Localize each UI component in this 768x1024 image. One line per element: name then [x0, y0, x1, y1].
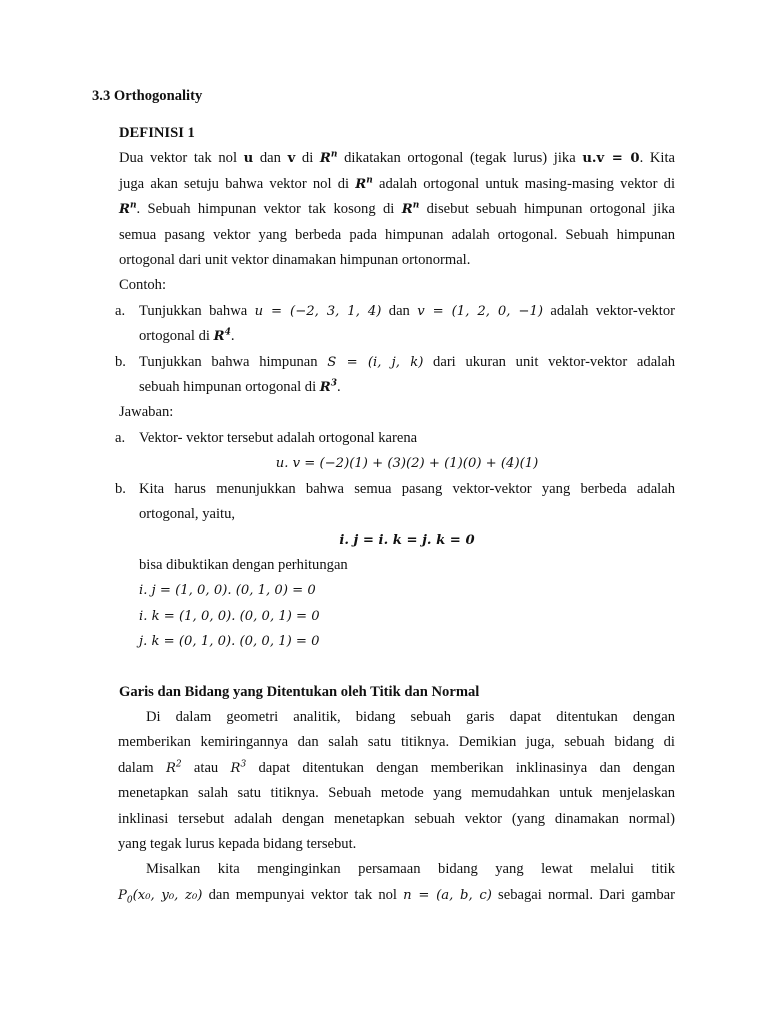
definition-line: semua pasang vektor yang berbeda pada himpunan adalah ortogonal. Sebuah himpunan	[119, 226, 675, 243]
definition-line: $R^n$. Sebuah himpunan vektor tak kosong di $R^n$ disebut sebuah himpunan ortogonal jika	[119, 200, 675, 218]
definition-line: juga akan setuju bahwa vektor nol di $R^n$ adalah ortogonal untuk masing-masing vektor di	[119, 175, 675, 192]
equation: i. j = i. k = j. k = 0	[339, 532, 475, 548]
paragraph: Di dalam geometri analitik, bidang sebuah garis dapat ditentukan dengan memberikan kemiringannya dan salah satu titiknya. Demikian juga, sebuah bidang di dalam $R^2$ atau $R^3$ dapat ditentukan dengan memberikan inklinasinya dan dengan menetapkan salah satu titiknya. Sebuah metode yang memudahkan untuk menjelaskan inklinasi tersebut adalah dengan menetapkan sebuah vektor (yang dinamakan normal) yang tegak lurus kepada bidang tersebut.	[118, 708, 675, 852]
jawaban-item-b: b. Kita harus menunjukkan bahwa semua pasang vektor-vektor yang berbeda adalah ortogonal, yaitu, i. j = i. k = j. k = 0 bisa dibuktikan dengan perhitungan i. j = (1, 0, 0). (0, 1, 0) = 0 i. k = (1, 0, 0). (0, 0, 1) = 0 j. k = (0, 1, 0). (0, 0, 1) = 0	[119, 477, 675, 655]
calculation-line: i. k = (1, 0, 0). (0, 0, 1) = 0	[139, 608, 320, 624]
calculation-line: j. k = (0, 1, 0). (0, 0, 1) = 0	[139, 634, 320, 650]
definition-line: Dua vektor tak nol u dan v di $R^n$ dikatakan ortogonal (tegak lurus) jika u.v = 0. Kita	[119, 150, 675, 167]
contoh-label: Contoh:	[119, 277, 167, 294]
paragraph: Misalkan kita menginginkan persamaan bidang yang lewat melalui titik $P_0(x_0$, y₀, z₀) dan mempunyai vektor tak nol n = (a, b, c) sebagai normal. Dari gambar	[118, 861, 675, 906]
jawaban-item-a: a. Vektor- vektor tersebut adalah ortogonal karena u. v = (−2)(1) + (3)(2) + (1)(0) + (4)(1)	[119, 426, 675, 477]
contoh-item-b: b. Tunjukkan bahwa himpunan S = (i, j, k) dari ukuran unit vektor-vektor adalah sebuah himpunan ortogonal di $R^3$.	[115, 353, 675, 396]
subsection-title: Garis dan Bidang yang Ditentukan oleh Titik dan Normal	[119, 683, 480, 700]
definition-line: ortogonal dari unit vektor dinamakan himpunan ortonormal.	[119, 252, 471, 269]
jawaban-label: Jawaban:	[119, 404, 174, 421]
contoh-item-a: a. Tunjukkan bahwa u = (−2, 3, 1, 4) dan v = (1, 2, 0, −1) adalah vektor-vektor ortogonal di $R^4$.	[115, 302, 676, 345]
document-body	[115, 121, 676, 908]
calculation-line: i. j = (1, 0, 0). (0, 1, 0) = 0	[139, 583, 316, 599]
section-title: 3.3 Orthogonality	[92, 88, 203, 104]
definition-title: DEFINISI 1	[119, 125, 195, 141]
equation: u. v = (−2)(1) + (3)(2) + (1)(0) + (4)(1)	[275, 456, 539, 472]
